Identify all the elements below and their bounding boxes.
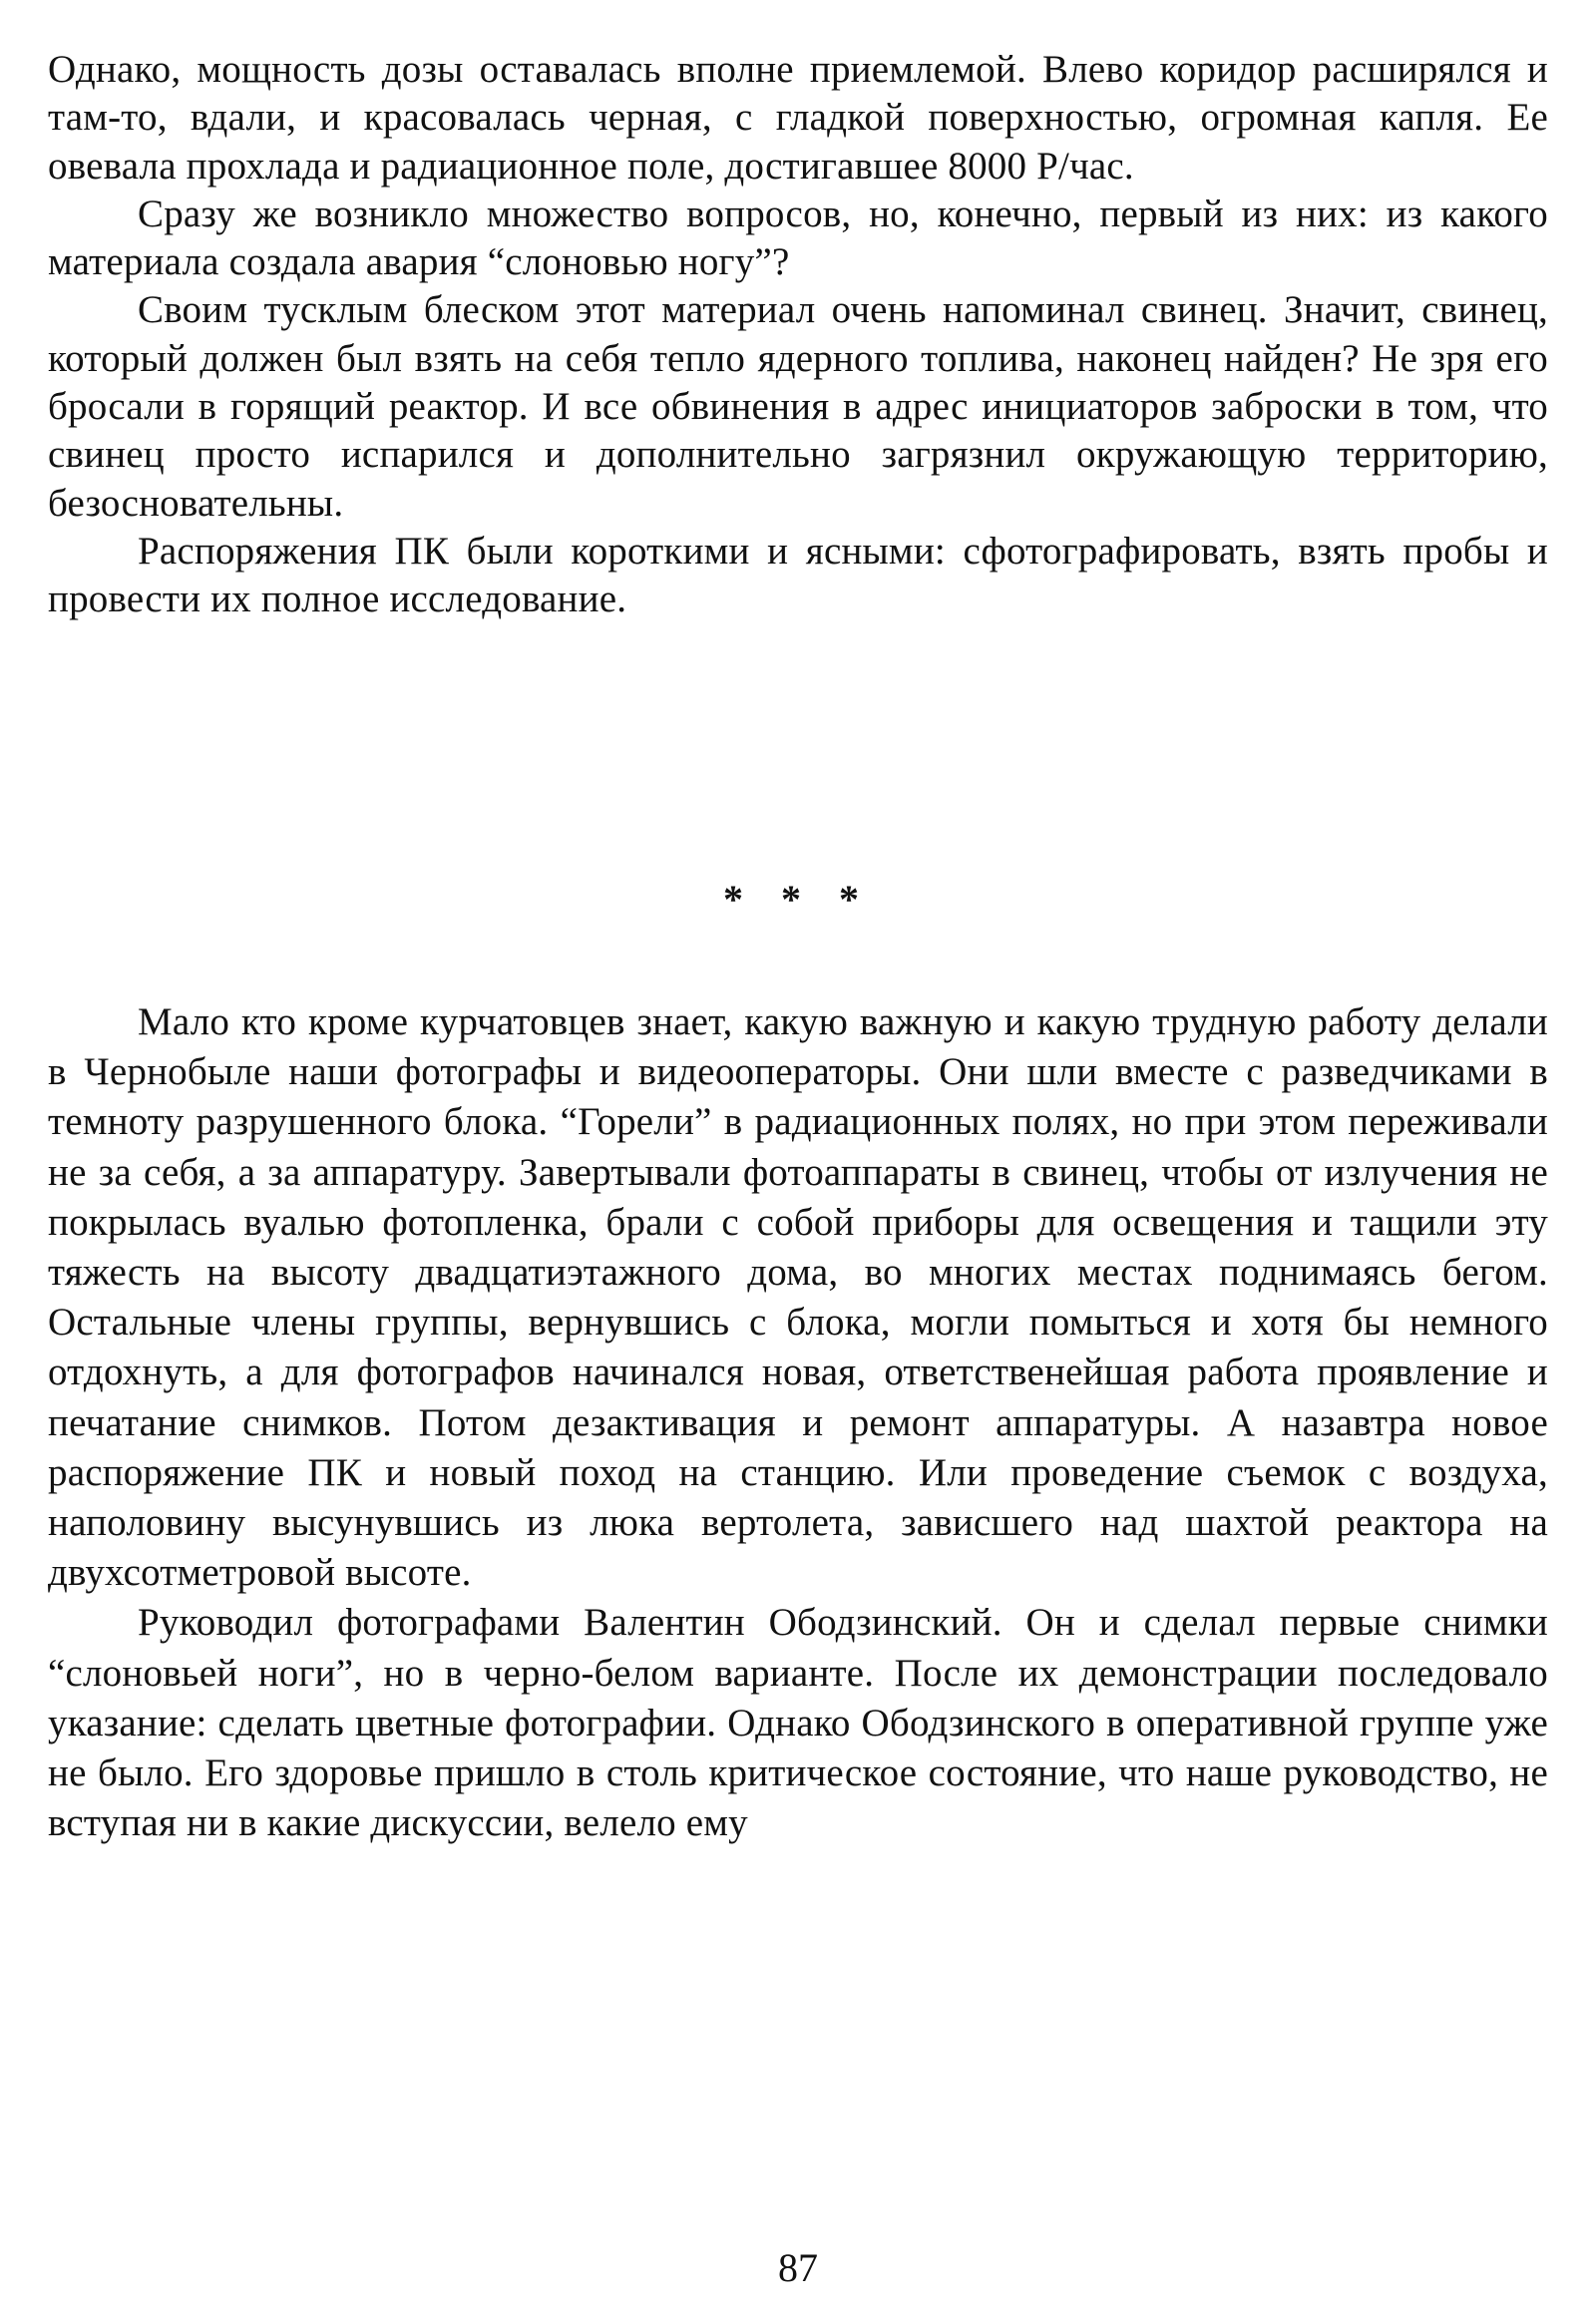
page-number: 87 (778, 2245, 818, 2290)
paragraph: Своим тусклым блеском этот материал очень напоминал свинец. Значит, свинец, который должен был взять на себя тепло ядерного топлива, наконец найден? Не зря его бросали в горящий реактор. И все обвинения в адрес инициаторов заброски в том, что свинец просто испарился и дополнительно загрязнил окружающую территорию, безосновательны. (48, 288, 1548, 525)
text-section-bottom (48, 997, 1548, 1848)
paragraph: Однако, мощность дозы оставалась вполне приемлемой. Влево коридор расширялся и там-то, вдали, и красовалась черная, с гладкой поверхностью, огромная капля. Ее овевала прохлада и радиационное поле, достигавшее 8000 Р/час. (48, 48, 1548, 188)
text-section-top (48, 46, 1548, 624)
paragraph: Сразу же возникло множество вопросов, но, конечно, первый из них: из какого материала создала авария “слоновью ногу”? (48, 192, 1548, 284)
paragraph: Руководил фотографами Валентин Ободзинский. Он и сделал первые снимки “слоновьей ноги”, но в черно-белом варианте. После их демонстрации последовало указание: сделать цветные фотографии. Однако Ободзинского в оперативной группе уже не было. Его здоровье пришло в столь критическое состояние, что наше руководство, не вступая ни в какие дискуссии, велело ему (48, 1601, 1548, 1845)
paragraph: Мало кто кроме курчатовцев знает, какую важную и какую трудную работу делали в Чернобыле наши фотографы и видеооператоры. Они шли вместе с разведчиками в темноту разрушенного блока. “Горели” в радиационных полях, но при этом переживали не за себя, а за аппаратуру. Завертывали фотоаппараты в свинец, чтобы от излучения не покрылась вуалью фотопленка, брали с собой приборы для освещения и тащили эту тяжесть на высоту двадцатиэтажного дома, во многих местах поднимаясь бегом. Остальные члены группы, вернувшись с блока, могли помыться и хотя бы немного отдохнуть, а для фотографов начинался новая, ответственейшая работа проявление и печатание снимков. Потом дезактивация и ремонт аппаратуры. А назавтра новое распоряжение ПК и новый поход на станцию. Или проведение съемок с воздуха, наполовину высунувшись из люка вертолета, зависшего над шахтой реактора на двухсотметровой высоте. (48, 1000, 1548, 1595)
section-separator: * * * (723, 877, 873, 922)
paragraph: Распоряжения ПК были короткими и ясными: сфотографировать, взять пробы и провести их полное исследование. (48, 529, 1548, 621)
